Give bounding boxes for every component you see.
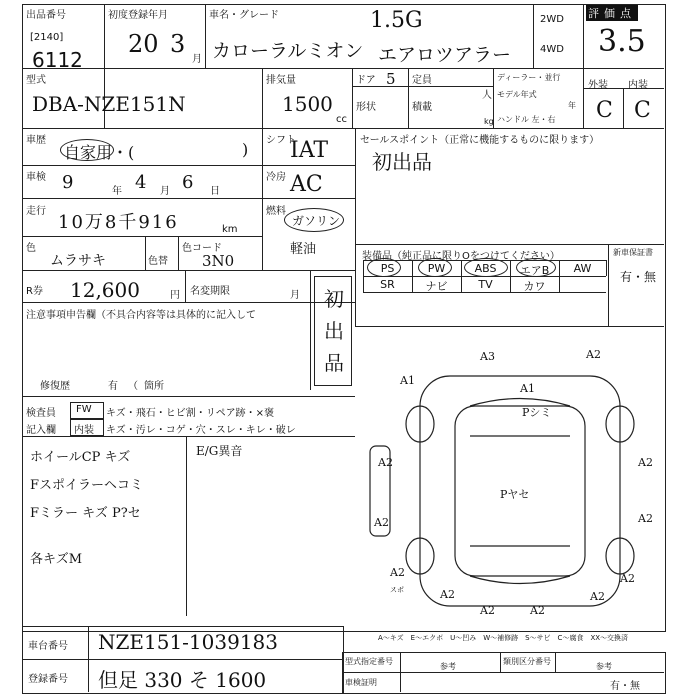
interior-label: 内装 [628,80,648,91]
registration-number: 但足 330 そ 1600 [98,668,267,692]
overall-score: 3.5 [598,24,646,59]
note-spoiler: Fスポイラーヘコミ [30,478,144,493]
fuel-label: 燃料 [266,206,286,217]
repair-value: 有 [108,381,118,392]
model-label: 型式 [26,75,46,86]
note-label: 記入欄 [26,425,56,436]
fuel-diesel: 軽油 [290,242,317,257]
insp-year: 9 [62,172,74,193]
car-damage-diagram [360,336,664,636]
cert-value: 有・無 [610,681,640,692]
mark-left-rear: A2 [374,516,389,529]
type-designation-label: 型式指定番号 [345,657,393,666]
mileage-value: 10万8千916 [58,212,179,233]
kg-unit: kg [484,117,494,126]
mark-rear-right: A2 [620,572,635,585]
model-code: DBA-NZE151N [32,92,186,116]
first-reg-year: 20 [128,30,159,58]
score-label: 評価点 [588,7,636,20]
equip-abs: ABS [474,262,497,275]
mark-right-rear: A2 [638,512,653,525]
history-circle [60,139,114,161]
spoiler-note: スポ [390,586,404,594]
note-wheel: ホイールCP キズ [30,450,131,465]
repair-count: 箇所 [144,381,164,392]
note-each-scratch: 各キズM [30,552,83,567]
repair-label: 修復歴 [40,381,70,392]
exhibit-no-label: 出品番号 [26,10,66,21]
mark-right-door: A2 [638,456,653,469]
circle-airbag [516,258,556,277]
shift-label: シフト [266,135,296,146]
capacity-label: 定員 [412,75,432,86]
new-car-warranty-label: 新車保証書 [613,248,653,257]
exhibit-code: [2140] [30,32,64,43]
sales-point-text: 初出品 [372,150,432,174]
inspection-label: 車検 [26,172,46,183]
first-reg-label: 初度登録年月 [108,10,168,21]
fuel-gasoline: ガソリン [292,214,341,228]
mark-rear-left: A2 [390,566,405,579]
car-name: カローラルミオン [212,40,364,62]
type-designation-ref: 参考 [440,662,456,671]
displacement: 1500 [282,92,333,116]
color-value: ムラサキ [50,253,106,269]
equip-pw: PW [427,262,446,275]
interior-check-label: 内装 [74,425,94,436]
exterior-label: 外装 [588,80,608,91]
persons-unit: 人 [482,90,492,101]
history-close: ) [242,140,249,159]
color-code-label: 色コード [182,243,222,254]
color-label: 色 [26,243,36,254]
equip-tv: TV [478,278,493,291]
interior-items: キズ・汚レ・コゲ・穴・スレ・キレ・破レ [106,425,296,436]
yen-unit: 円 [170,290,180,301]
circle-pw [418,258,452,277]
mark-hood: A1 [520,382,535,395]
sales-point-label: セールスポイント（正常に機能するものに限ります） [360,135,600,146]
equip-aw: AW [573,262,592,275]
equip-sr: SR [380,278,395,291]
equip-airbag: エアB [519,264,550,277]
doors-value: 5 [386,70,396,88]
drive-4wd: 4WD [540,44,564,55]
ac-label: 冷房 [266,172,286,183]
handle-label: ハンドル 左・右 [497,115,556,124]
exterior-score: C [596,98,613,123]
mark-front: A3 [480,350,495,363]
year-unit: 年 [568,101,576,110]
repair-open: （ [128,381,138,392]
insp-day: 6 [182,172,194,193]
engine-handwritten: 1.5G [370,8,423,33]
circle-abs [464,258,508,277]
mark-bumper-mid: A2 [480,604,495,617]
insp-month: 4 [135,172,147,193]
mark-roof-stain: Pシミ [522,406,552,419]
first-reg-month: 3 [170,30,186,58]
damage-legend: A～キズ E～エクボ U～凹み W～補修跡 S～サビ C～腐食 XX～交換済 [378,634,629,642]
chassis-number: NZE151-1039183 [98,630,278,654]
exhibit-number: 6112 [32,48,83,72]
mark-bumper-center: A2 [530,604,545,617]
cert-label: 車検証明 [345,678,377,687]
drive-2wd: 2WD [540,14,564,25]
ac-value: AC [290,172,323,197]
circle-ps [367,258,401,277]
exterior-items: キズ・飛石・ヒビ割・リペア跡・×褒 [106,408,274,419]
mileage-label: 走行 [26,206,46,217]
new-car-warranty-value: 有・無 [620,270,657,284]
note-engine: E/G異音 [196,444,243,458]
color-code: 3N0 [202,252,235,270]
interior-score: C [634,98,651,123]
mark-front-left: A1 [400,374,415,387]
shape-label: 形状 [356,102,376,113]
class-label: 類別区分番号 [503,657,551,666]
note-header: 注意事項申告欄（不具合内容等は具体的に記入して [26,310,256,321]
equip-ps: PS [380,262,395,275]
name-change-label: 名変期限 [190,286,230,297]
equip-navi: ナビ [425,280,448,293]
model-year-label: モデル年式 [497,90,537,99]
shift-value: IAT [290,138,329,163]
cc-unit: cc [336,114,347,125]
doors-label: ドア [356,75,376,86]
equip-leather: カワ [523,280,546,293]
mark-bumper-left: A2 [440,588,455,601]
grade: エアロツアラー [378,44,512,66]
equipment-header: 装備品（純正品に限りOをつけてください） [362,251,560,262]
recycle-fee: 12,600 [70,278,140,302]
recycle-label: R券 [26,286,43,297]
dealer-label: ディーラー・並行 [497,73,561,82]
month-unit: 月 [192,54,202,65]
chassis-label: 車台番号 [28,641,68,652]
fuel-circle [284,208,344,232]
history-label: 車歴 [26,135,46,146]
mark-left-door: A2 [378,456,393,469]
note-mirror: Fミラー キズ P?セ [30,506,141,521]
insp-month-unit: 月 [160,186,170,197]
mark-roof-fade: Pヤセ [500,488,530,501]
km-unit: km [222,224,238,235]
first-exhibit-stamp: 初出品 [314,276,352,386]
displacement-label: 排気量 [266,75,296,86]
class-ref: 参考 [596,662,612,671]
car-name-label: 車名・グレード [209,10,279,21]
name-change-unit: 月 [290,290,300,301]
load-label: 積載 [412,102,432,113]
history-value: 自家用・( [64,143,135,162]
mark-front-right: A2 [586,348,601,361]
fw-label: FW [76,404,92,415]
insp-year-unit: 年 [112,186,122,197]
registration-label: 登録番号 [28,674,68,685]
color-change-label: 色替 [148,256,168,267]
check-label: 検査員 [26,408,56,419]
mark-rear-corner: A2 [590,590,605,603]
insp-day-unit: 日 [210,186,220,197]
